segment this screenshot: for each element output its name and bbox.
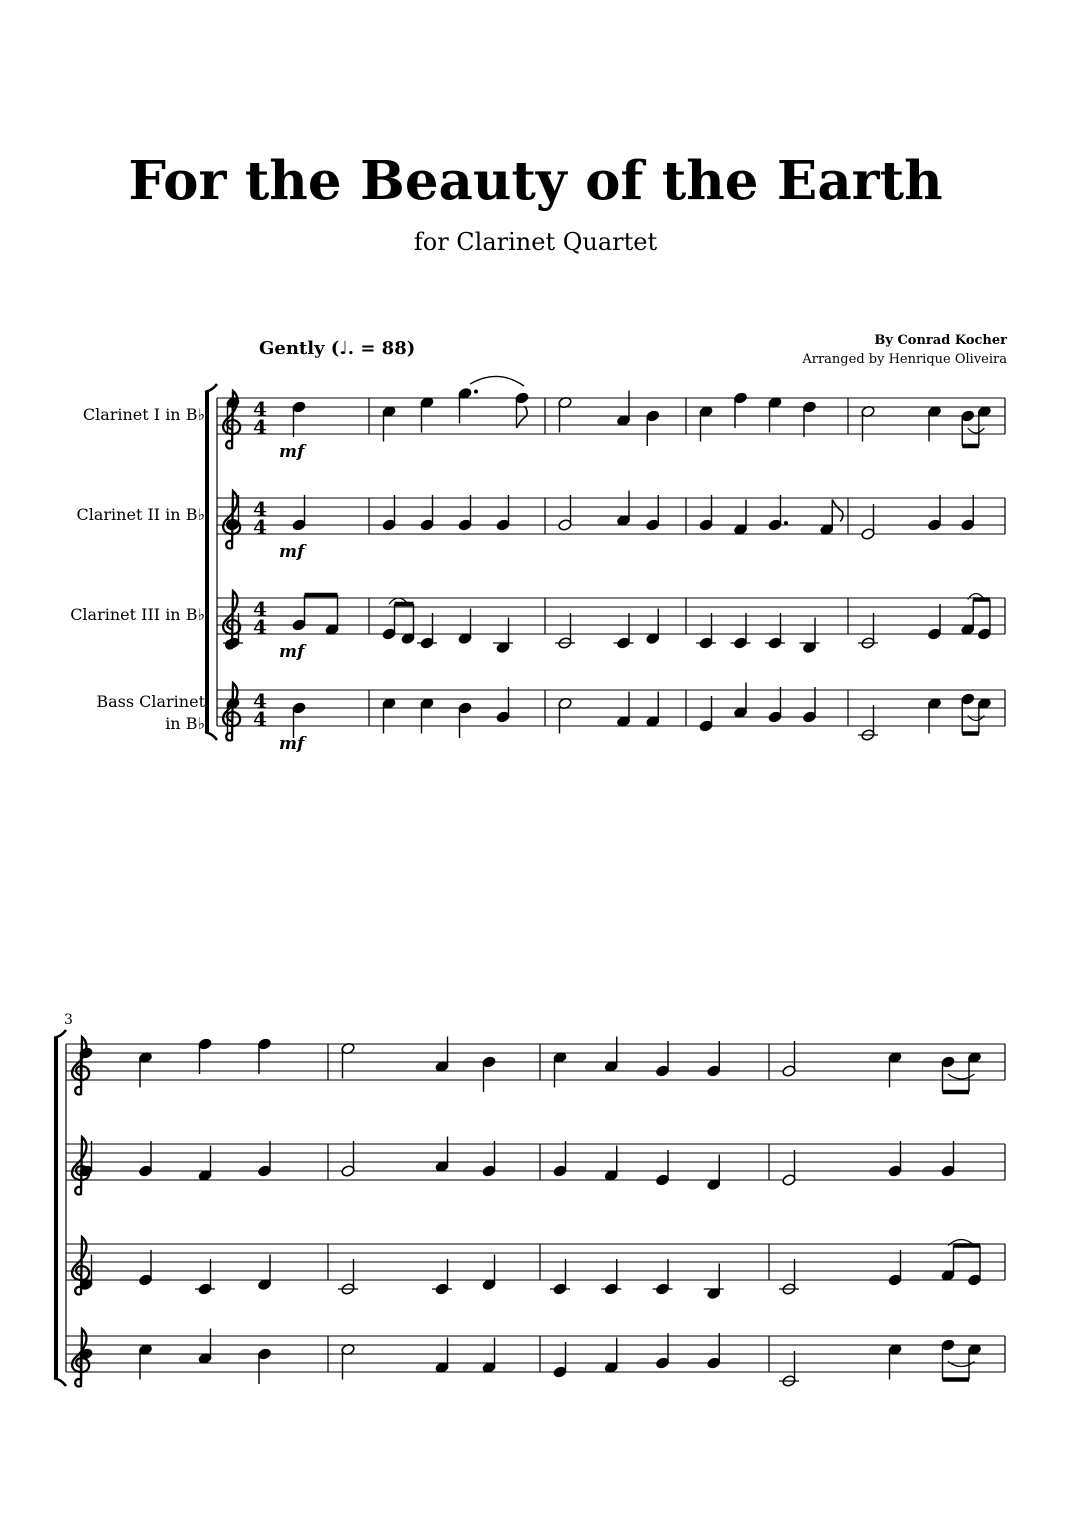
treble-clef — [223, 491, 240, 549]
measure-number: 3 — [64, 1012, 73, 1028]
system-bracket — [205, 392, 209, 732]
time-signature-bottom: 4 — [253, 615, 267, 639]
treble-clef — [72, 1137, 89, 1195]
instrument-label: Bass Clarinet — [96, 692, 205, 711]
time-signature-top: 4 — [253, 597, 267, 621]
instrument-label: Clarinet I in B♭ — [82, 405, 205, 424]
dot — [474, 390, 478, 394]
tempo-marking: Gently (♩. = 88) — [259, 338, 416, 359]
time-signature-top: 4 — [253, 397, 267, 421]
instrument-label: Clarinet II in B♭ — [76, 505, 205, 524]
score-subtitle: for Clarinet Quartet — [413, 228, 658, 256]
bracket-hook — [54, 1378, 66, 1386]
score-title: For the Beauty of the Earth — [128, 150, 943, 212]
time-signature-top: 4 — [253, 497, 267, 521]
arranger-credit: Arranged by Henrique Oliveira — [802, 352, 1007, 367]
slur — [968, 716, 985, 721]
phrase-slur — [470, 376, 524, 386]
composer-credit: By Conrad Kocher — [874, 333, 1007, 348]
bracket-hook — [205, 384, 217, 392]
time-signature-top: 4 — [253, 689, 267, 713]
treble-clef — [223, 683, 240, 741]
instrument-label-line-2: in B♭ — [165, 714, 205, 733]
dynamic-mf: mf — [279, 642, 305, 662]
dynamic-mf: mf — [279, 542, 305, 562]
time-signature-bottom: 4 — [253, 515, 267, 539]
time-signature-bottom: 4 — [253, 707, 267, 731]
system-bracket — [54, 1038, 58, 1378]
dot — [784, 521, 788, 525]
instrument-label: Clarinet III in B♭ — [70, 605, 205, 624]
bracket-hook — [54, 1030, 66, 1038]
slur — [968, 428, 985, 433]
slur — [948, 1362, 975, 1367]
slur — [948, 1074, 975, 1079]
dynamic-mf: mf — [279, 442, 305, 462]
time-signature-bottom: 4 — [253, 415, 267, 439]
dynamic-mf: mf — [279, 734, 305, 754]
flag — [832, 500, 843, 522]
bracket-hook — [205, 732, 217, 740]
